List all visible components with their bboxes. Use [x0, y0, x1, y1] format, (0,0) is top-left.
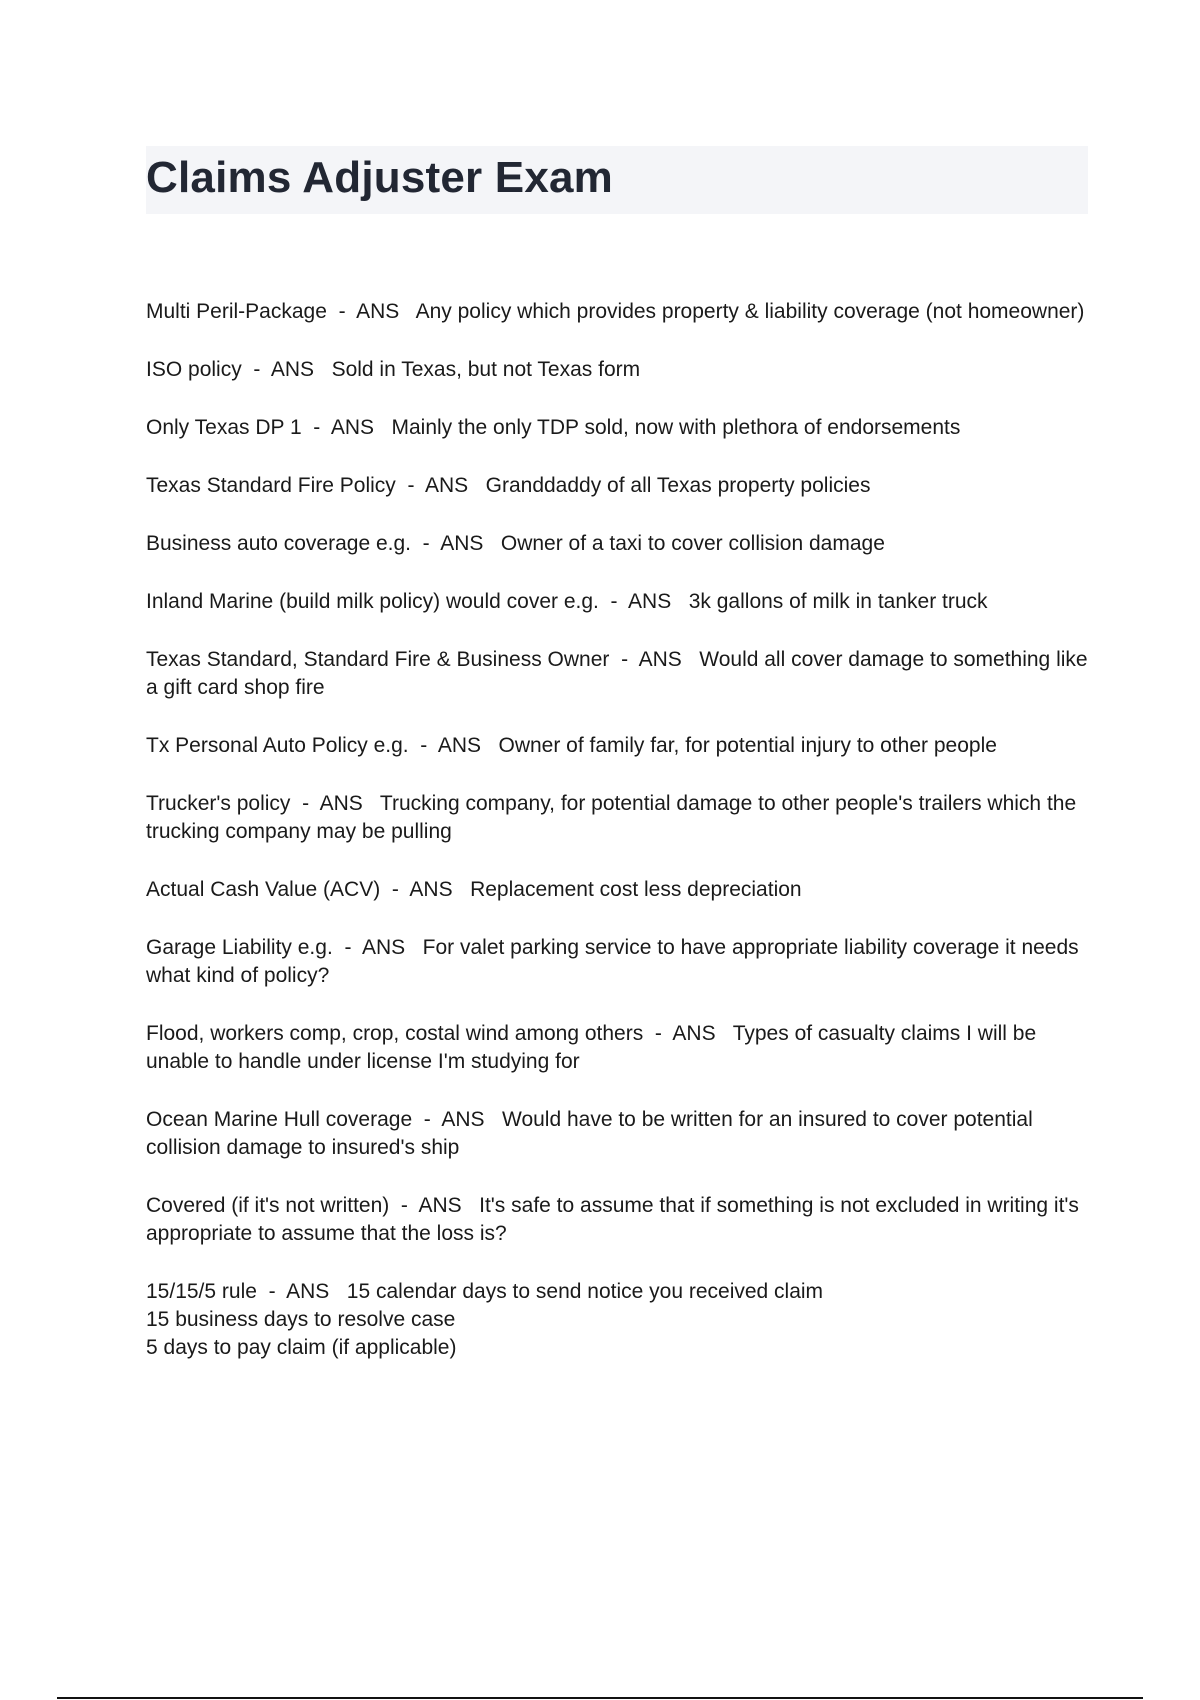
- flashcard-answer: Types of casualty claims I will be unable to handle under license I'm studying for: [146, 1022, 1042, 1073]
- flashcard-item: [146, 934, 1096, 990]
- flashcard-item: [146, 298, 1096, 326]
- flashcard-answer: 3k gallons of milk in tanker truck: [688, 590, 988, 613]
- flashcard-term: Multi Peril-Package: [146, 300, 327, 323]
- flashcard-term: Ocean Marine Hull coverage: [146, 1108, 413, 1131]
- flashcard-item: [146, 1106, 1096, 1162]
- answer-separator: - ANS: [643, 1022, 733, 1045]
- flashcard-answer: Any policy which provides property & liability coverage (not homeowner): [415, 300, 1085, 323]
- title-band: [146, 146, 1088, 214]
- flashcard-term: 15/15/5 rule: [146, 1280, 257, 1303]
- flashcard-term: Texas Standard, Standard Fire & Business Owner: [146, 648, 610, 671]
- flashcard-term: Business auto coverage e.g.: [146, 532, 412, 555]
- flashcard-item: [146, 876, 1096, 904]
- flashcard-term: Actual Cash Value (ACV): [146, 878, 381, 901]
- answer-separator: - ANS: [290, 792, 380, 815]
- answer-separator: - ANS: [609, 648, 700, 671]
- flashcard-answer: Trucking company, for potential damage to other people's trailers which the trucking company may be pulling: [146, 792, 1082, 843]
- answer-separator: - ANS: [389, 1194, 480, 1217]
- flashcard-item: [146, 472, 1096, 500]
- answer-separator: - ANS: [412, 1108, 502, 1131]
- flashcard-item: [146, 414, 1096, 442]
- flashcard-item: [146, 646, 1096, 702]
- flashcard-term: Inland Marine (build milk policy) would cover e.g.: [146, 590, 599, 613]
- flashcard-term: Flood, workers comp, crop, costal wind among others: [146, 1022, 644, 1045]
- flashcard-answer: For valet parking service to have appropriate liability coverage it needs what kind of policy?: [146, 936, 1085, 987]
- footer-divider: [57, 1697, 1143, 1699]
- flashcard-item: [146, 1278, 1096, 1362]
- answer-separator: - ANS: [332, 936, 423, 959]
- flashcard-item: [146, 530, 1096, 558]
- flashcard-answer: 15 calendar days to send notice you received claim 15 business days to resolve case 5 days to pay claim (if applicable): [146, 1280, 824, 1359]
- flashcard-term: Only Texas DP 1: [146, 416, 302, 439]
- answer-separator: - ANS: [241, 358, 332, 381]
- answer-separator: - ANS: [411, 532, 501, 555]
- flashcard-answer: Replacement cost less depreciation: [470, 878, 802, 901]
- flashcard-item: [146, 790, 1096, 846]
- flashcard-item: [146, 588, 1096, 616]
- flashcard-term: ISO policy: [146, 358, 242, 381]
- answer-separator: - ANS: [326, 300, 416, 323]
- answer-separator: - ANS: [598, 590, 689, 613]
- flashcard-answer: Would all cover damage to something like a gift card shop fire: [146, 648, 1094, 699]
- flashcard-list: [146, 298, 1096, 1392]
- answer-separator: - ANS: [380, 878, 471, 901]
- flashcard-item: [146, 356, 1096, 384]
- flashcard-answer: Granddaddy of all Texas property policies: [485, 474, 871, 497]
- flashcard-item: [146, 1192, 1096, 1248]
- answer-separator: - ANS: [301, 416, 392, 439]
- flashcard-term: Tx Personal Auto Policy e.g.: [146, 734, 409, 757]
- flashcard-term: Texas Standard Fire Policy: [146, 474, 396, 497]
- page-title: Claims Adjuster Exam: [146, 153, 613, 202]
- flashcard-item: [146, 732, 1096, 760]
- answer-separator: - ANS: [256, 1280, 347, 1303]
- flashcard-answer: Owner of a taxi to cover collision damage: [500, 532, 885, 555]
- flashcard-answer: Owner of family far, for potential injury to other people: [498, 734, 997, 757]
- flashcard-term: Garage Liability e.g.: [146, 936, 333, 959]
- flashcard-answer: Would have to be written for an insured to cover potential collision damage to insured's ship: [146, 1108, 1039, 1159]
- flashcard-answer: Sold in Texas, but not Texas form: [331, 358, 641, 381]
- flashcard-answer: Mainly the only TDP sold, now with plethora of endorsements: [391, 416, 961, 439]
- flashcard-answer: It's safe to assume that if something is not excluded in writing it's appropriate to assume that the loss is?: [146, 1194, 1085, 1245]
- flashcard-term: Trucker's policy: [146, 792, 291, 815]
- flashcard-term: Covered (if it's not written): [146, 1194, 390, 1217]
- answer-separator: - ANS: [408, 734, 499, 757]
- answer-separator: - ANS: [395, 474, 486, 497]
- flashcard-item: [146, 1020, 1096, 1076]
